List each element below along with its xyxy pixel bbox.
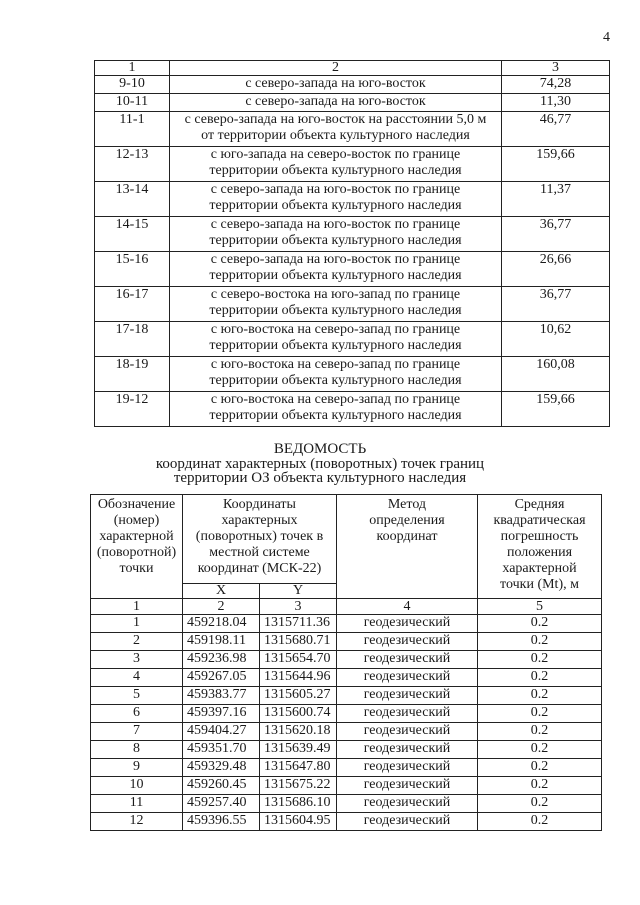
header-line: Обозначение [97, 497, 176, 512]
error-header [478, 495, 602, 599]
column-number-1: 1 [91, 599, 183, 615]
boundary-segments-table [94, 60, 610, 427]
segment-cell: 17-18 [95, 322, 170, 357]
statement-subtitle-line1: координат характерных (поворотных) точек границ [155, 456, 485, 472]
method-cell: геодезический [337, 759, 478, 777]
header-line: Средняя [514, 497, 565, 512]
table-row [95, 287, 610, 322]
y-coordinate-cell: 1315620.18 [260, 723, 337, 741]
direction-line-2: территории объекта культурного наследия [209, 233, 462, 248]
header-line: местной системе [209, 545, 310, 560]
table-row [91, 651, 602, 669]
x-coordinate-cell: 459236.98 [183, 651, 260, 669]
point-id-header [91, 495, 183, 599]
statement-subtitle-line2: территории ОЗ объекта культурного наследия [173, 470, 467, 486]
point-number-cell: 7 [91, 723, 183, 741]
error-cell: 0.2 [478, 633, 602, 651]
segment-cell: 18-19 [95, 357, 170, 392]
direction-line-2: территории объекта культурного наследия [209, 408, 462, 423]
direction-line-2: территории объекта культурного наследия [209, 303, 462, 318]
direction-line-1: с юго-запада на северо-восток по границе [210, 147, 461, 162]
x-coordinate-cell: 459329.48 [183, 759, 260, 777]
table-row [95, 252, 610, 287]
header-line: квадратическая [493, 513, 586, 528]
direction-line-1: с северо-запада на юго-восток [245, 76, 426, 91]
length-cell: 36,77 [502, 217, 610, 252]
x-coordinate-cell: 459198.11 [183, 633, 260, 651]
table-header-row [95, 61, 610, 76]
length-cell: 160,08 [502, 357, 610, 392]
method-cell: геодезический [337, 723, 478, 741]
segment-cell: 15-16 [95, 252, 170, 287]
x-coordinate-cell: 459404.27 [183, 723, 260, 741]
direction-cell [170, 252, 502, 287]
header-line: координат (МСК-22) [197, 561, 322, 576]
point-number-cell: 12 [91, 813, 183, 831]
error-cell: 0.2 [478, 687, 602, 705]
header-line: погрешность [500, 529, 579, 544]
direction-line-1: с северо-запада на юго-восток по границе [210, 252, 461, 267]
direction-line-2: территории объекта культурного наследия [209, 268, 462, 283]
segment-cell: 10-11 [95, 94, 170, 112]
header-line: точки [119, 561, 154, 576]
method-cell: геодезический [337, 633, 478, 651]
header-line: (поворотной) [96, 545, 177, 560]
direction-line-1: с юго-востока на северо-запад по границе [210, 357, 461, 372]
y-coordinate-cell: 1315644.96 [260, 669, 337, 687]
point-number-cell: 11 [91, 795, 183, 813]
point-number-cell: 6 [91, 705, 183, 723]
header-line: характерной [99, 529, 174, 544]
direction-line-1: с северо-запада на юго-восток по границе [210, 217, 461, 232]
header-line: (номер) [113, 513, 160, 528]
y-coordinate-cell: 1315680.71 [260, 633, 337, 651]
x-coordinate-cell: 459397.16 [183, 705, 260, 723]
header-line: (поворотных) точек в [195, 529, 324, 544]
length-cell: 159,66 [502, 392, 610, 427]
y-coordinate-cell: 1315647.80 [260, 759, 337, 777]
header-line: Координаты [223, 497, 296, 512]
y-coordinate-cell: 1315654.70 [260, 651, 337, 669]
page-number: 4 [603, 30, 610, 45]
column-number-1: 1 [95, 61, 170, 76]
column-number-2: 2 [170, 61, 502, 76]
method-cell: геодезический [337, 669, 478, 687]
segment-cell: 13-14 [95, 182, 170, 217]
method-cell: геодезический [337, 777, 478, 795]
method-header [337, 495, 478, 599]
y-coordinate-cell: 1315600.74 [260, 705, 337, 723]
direction-line-2: территории объекта культурного наследия [209, 198, 462, 213]
x-coordinate-cell: 459267.05 [183, 669, 260, 687]
error-cell: 0.2 [478, 759, 602, 777]
table-row [91, 633, 602, 651]
method-cell: геодезический [337, 615, 478, 633]
x-coordinate-cell: 459218.04 [183, 615, 260, 633]
header-line: Метод [387, 497, 427, 512]
table-row [95, 112, 610, 147]
column-number-2: 2 [183, 599, 260, 615]
direction-line-1: с северо-востока на юго-запад по границе [210, 287, 461, 302]
y-header: Y [260, 584, 337, 599]
y-coordinate-cell: 1315686.10 [260, 795, 337, 813]
table-row [91, 795, 602, 813]
error-cell: 0.2 [478, 669, 602, 687]
length-cell: 11,37 [502, 182, 610, 217]
direction-line-1: с северо-запада на юго-восток на расстоянии 5,0 м [184, 112, 487, 127]
header-line: положения [506, 545, 573, 560]
error-cell: 0.2 [478, 723, 602, 741]
direction-cell [170, 357, 502, 392]
error-cell: 0.2 [478, 777, 602, 795]
direction-line-1: с северо-запада на юго-восток [245, 94, 426, 109]
table-row [91, 669, 602, 687]
coordinates-header [183, 495, 337, 584]
table-header-row [91, 495, 602, 584]
table-row [91, 741, 602, 759]
error-cell: 0.2 [478, 651, 602, 669]
table-row [95, 392, 610, 427]
y-coordinate-cell: 1315605.27 [260, 687, 337, 705]
length-cell: 36,77 [502, 287, 610, 322]
point-number-cell: 3 [91, 651, 183, 669]
error-cell: 0.2 [478, 813, 602, 831]
point-number-cell: 9 [91, 759, 183, 777]
table-row [95, 94, 610, 112]
x-coordinate-cell: 459383.77 [183, 687, 260, 705]
point-number-cell: 2 [91, 633, 183, 651]
method-cell: геодезический [337, 705, 478, 723]
method-cell: геодезический [337, 813, 478, 831]
method-cell: геодезический [337, 795, 478, 813]
direction-cell [170, 322, 502, 357]
header-line: характерной [502, 561, 577, 576]
header-line: точки (Mt), м [500, 577, 579, 592]
table-row [91, 813, 602, 831]
point-number-cell: 10 [91, 777, 183, 795]
header-line: координат [376, 529, 438, 544]
direction-cell [170, 392, 502, 427]
method-cell: геодезический [337, 741, 478, 759]
segment-cell: 14-15 [95, 217, 170, 252]
point-number-cell: 1 [91, 615, 183, 633]
length-cell: 26,66 [502, 252, 610, 287]
column-number-3: 3 [502, 61, 610, 76]
table-row [95, 217, 610, 252]
column-number-5: 5 [478, 599, 602, 615]
direction-line-2: территории объекта культурного наследия [209, 373, 462, 388]
direction-line-2: от территории объекта культурного наследия [201, 128, 470, 143]
point-number-cell: 8 [91, 741, 183, 759]
method-cell: геодезический [337, 651, 478, 669]
x-coordinate-cell: 459260.45 [183, 777, 260, 795]
direction-cell [170, 112, 502, 147]
error-cell: 0.2 [478, 615, 602, 633]
table-row [95, 322, 610, 357]
error-cell: 0.2 [478, 741, 602, 759]
table-row [91, 705, 602, 723]
direction-line-1: с юго-востока на северо-запад по границе [210, 322, 461, 337]
table-row [95, 147, 610, 182]
direction-cell [170, 217, 502, 252]
header-line: определения [369, 513, 445, 528]
point-number-cell: 5 [91, 687, 183, 705]
direction-line-1: с северо-запада на юго-восток по границе [210, 182, 461, 197]
direction-cell [170, 182, 502, 217]
y-coordinate-cell: 1315675.22 [260, 777, 337, 795]
table-row [91, 759, 602, 777]
length-cell: 10,62 [502, 322, 610, 357]
segment-cell: 9-10 [95, 76, 170, 94]
direction-line-2: территории объекта культурного наследия [209, 338, 462, 353]
length-cell: 46,77 [502, 112, 610, 147]
x-coordinate-cell: 459396.55 [183, 813, 260, 831]
error-cell: 0.2 [478, 795, 602, 813]
length-cell: 11,30 [502, 94, 610, 112]
segment-cell: 12-13 [95, 147, 170, 182]
x-header: X [183, 584, 260, 599]
y-coordinate-cell: 1315711.36 [260, 615, 337, 633]
error-cell: 0.2 [478, 705, 602, 723]
direction-cell [170, 287, 502, 322]
column-number-3: 3 [260, 599, 337, 615]
x-coordinate-cell: 459257.40 [183, 795, 260, 813]
column-number-4: 4 [337, 599, 478, 615]
direction-line-2: территории объекта культурного наследия [209, 163, 462, 178]
direction-cell [170, 76, 502, 94]
segment-cell: 11-1 [95, 112, 170, 147]
table-row [95, 182, 610, 217]
table-row [91, 777, 602, 795]
statement-title: ВЕДОМОСТЬ [273, 441, 367, 457]
x-coordinate-cell: 459351.70 [183, 741, 260, 759]
method-cell: геодезический [337, 687, 478, 705]
coordinates-table [90, 494, 602, 831]
segment-cell: 19-12 [95, 392, 170, 427]
segment-cell: 16-17 [95, 287, 170, 322]
direction-cell [170, 147, 502, 182]
length-cell: 159,66 [502, 147, 610, 182]
y-coordinate-cell: 1315639.49 [260, 741, 337, 759]
point-number-cell: 4 [91, 669, 183, 687]
y-coordinate-cell: 1315604.95 [260, 813, 337, 831]
table-row [91, 615, 602, 633]
direction-line-1: с юго-востока на северо-запад по границе [210, 392, 461, 407]
table-row [95, 357, 610, 392]
table-row [91, 687, 602, 705]
header-line: характерных [221, 513, 298, 528]
length-cell: 74,28 [502, 76, 610, 94]
direction-cell [170, 94, 502, 112]
column-numbers-row [91, 599, 602, 615]
table-row [95, 76, 610, 94]
table-row [91, 723, 602, 741]
